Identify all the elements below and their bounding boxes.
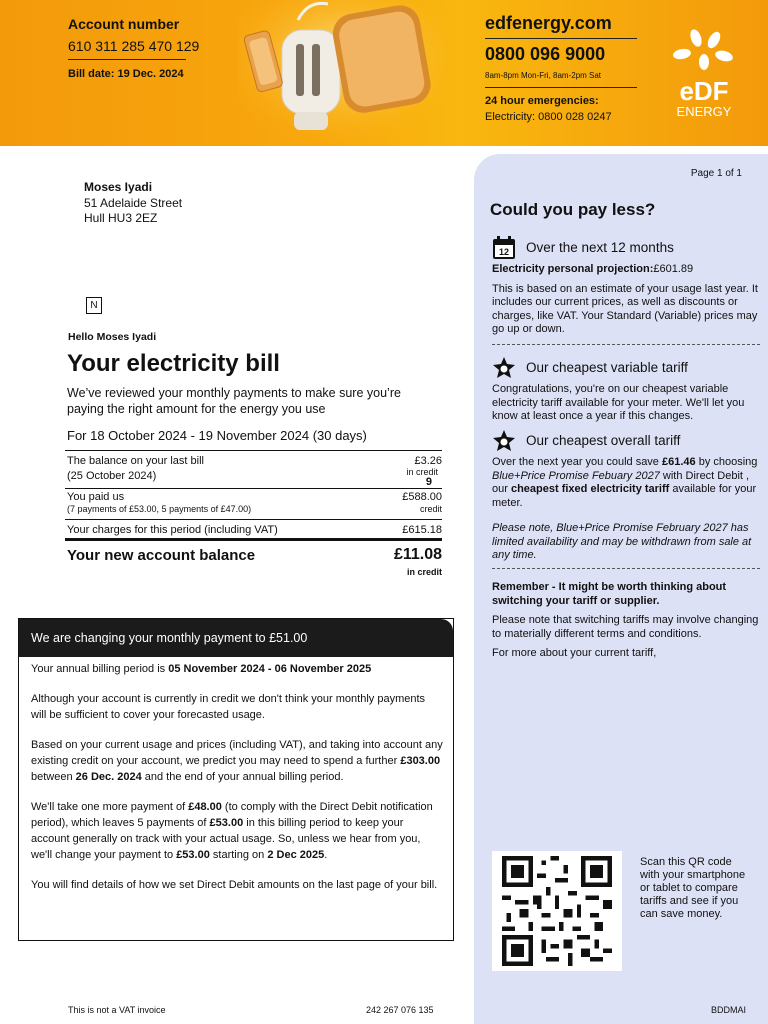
payment-change-banner: We are changing your monthly payment to £51.00 — [19, 619, 453, 657]
last-bill-date: (25 October 2024) — [67, 470, 157, 482]
divider — [68, 59, 186, 60]
overall-tariff-text: Over the next year you could save £61.46 by choosing Blue+Price Promise Febuary 2027 with Direct Debit , our cheapest fixed electricity tariff available for your meter. — [492, 456, 758, 509]
overall-tariff-section — [492, 429, 760, 563]
emergency-label: 24 hour emergencies: — [485, 95, 599, 107]
variable-tariff-title: Our cheapest variable tariff — [526, 360, 688, 376]
n-marker-box: N — [86, 297, 102, 314]
page-number: Page 1 of 1 — [690, 168, 742, 179]
forecast-paragraph: Based on your current usage and prices (including VAT), and taking into account any existing credit on your account, we predict you may need to spend a further £303.00 between 26 Dec. 2024 and the end of your annual billing period. — [31, 739, 443, 783]
qr-code-image — [500, 856, 614, 966]
credit-paragraph: Although your account is currently in credit we don't think your monthly payments will be sufficient to cover your forecasted usage. — [31, 693, 426, 721]
switching-heading: Remember - It might be worth thinking about switching your tariff or supplier. — [492, 581, 727, 607]
account-number-label: Account number — [68, 16, 180, 32]
paid-amount: £588.00 — [402, 491, 442, 503]
projection-title-row — [492, 236, 760, 260]
phone-number[interactable]: 0800 096 9000 — [485, 44, 606, 64]
tariff-availability-note: Please note, Blue+Price Promise February 2027 has limited availability and may be withdrawn from sale at any time. — [492, 522, 752, 561]
last-bill-note: in credit — [406, 467, 438, 477]
qr-code[interactable] — [492, 851, 622, 971]
last-bill-extra: 9 — [425, 476, 432, 488]
table-row — [65, 488, 442, 519]
tariff-info-link[interactable]: For more about your current tariff, — [492, 647, 657, 659]
opening-hours: 8am-8pm Mon-Fri, 8am-2pm Sat — [485, 71, 602, 80]
paid-detail: (7 payments of £53.00, 5 payments of £47.00) — [67, 504, 252, 514]
qr-code-caption: Scan this QR code with your smartphone or tablet to compare tariffs and see if you can save money. — [640, 856, 746, 920]
projection-value: £601.89 — [653, 263, 694, 275]
star-badge-icon — [492, 356, 516, 380]
divider — [485, 38, 637, 39]
svg-text:12: 12 — [498, 247, 510, 257]
greeting: Hello Moses Iyadi — [68, 331, 157, 343]
bill-summary-table — [65, 450, 442, 539]
reference-number: 242 267 076 135 — [366, 1005, 434, 1015]
projection-section — [492, 236, 760, 337]
bill-header — [0, 0, 768, 146]
paid-note: credit — [419, 504, 442, 514]
divider — [492, 568, 760, 569]
overall-tariff-title-row — [492, 429, 760, 453]
vat-notice: This is not a VAT invoice — [68, 1005, 166, 1015]
variable-tariff-section — [492, 356, 760, 424]
new-balance-label: Your new account balance — [67, 547, 256, 564]
new-balance — [65, 538, 442, 577]
logo-subtext: ENERGY — [676, 104, 732, 119]
panel-heading: Could you pay less? — [490, 200, 656, 219]
projection-line: Electricity personal projection:£601.89 — [492, 263, 694, 275]
calendar-icon — [492, 236, 516, 260]
website-link[interactable]: edfenergy.com — [485, 13, 612, 33]
page-title: Your electricity bill — [67, 350, 280, 377]
divider — [485, 87, 637, 88]
details-paragraph: You will find details of how we set Direct Debit amounts on the last page of your bill. — [31, 879, 438, 891]
variable-tariff-title-row — [492, 356, 760, 380]
toaster-image — [238, 0, 448, 146]
logo-text: eDF — [679, 76, 729, 106]
divider — [492, 344, 760, 345]
paid-label: You paid us — [67, 491, 125, 503]
switching-text: Please note that switching tariffs may involve changing to materially different terms and conditions. — [492, 614, 759, 640]
last-bill-amount: £3.26 — [414, 455, 442, 467]
charges-amount: £615.18 — [402, 524, 442, 536]
emergency-number[interactable]: Electricity: 0800 028 0247 — [485, 111, 612, 123]
projection-text: This is based on an estimate of your usage last year. It includes our current prices, as well as discounts or charges, like VAT. Your Standard (Variable) prices may go up or down. — [492, 282, 758, 335]
bill-date: Bill date: 19 Dec. 2024 — [68, 68, 184, 80]
payment-change-box — [18, 618, 454, 941]
edf-logo — [668, 26, 740, 122]
table-row — [65, 519, 442, 539]
payment-paragraph: We'll take one more payment of £48.00 (to comply with the Direct Debit notification period), which leaves 5 payments of £53.00 in this billing period to keep your account generally on track with your actual usage. So, unless we hear from you, we'll change your payment to £53.00 starting on 2 Dec 2025. — [31, 801, 433, 861]
variable-tariff-text: Congratulations, you're on our cheapest variable electricity tariff available for your meter. We'll let you know at least once a year if this changes. — [492, 383, 745, 422]
intro-text: We’ve reviewed your monthly payments to make sure you’re paying the right amount for the energy you use — [67, 386, 401, 416]
star-badge-icon — [492, 429, 516, 453]
address-line-2: Hull HU3 2EZ — [84, 211, 158, 225]
new-balance-amount: £11.08 — [393, 546, 442, 563]
document-code: BDDMAI — [710, 1005, 746, 1015]
pay-less-panel — [474, 154, 768, 1024]
new-balance-note: in credit — [406, 567, 442, 577]
charges-label: Your charges for this period (including VAT) — [67, 524, 278, 536]
table-row — [65, 450, 442, 488]
projection-title: Over the next 12 months — [526, 240, 674, 256]
customer-address — [84, 180, 182, 227]
account-info — [68, 16, 199, 80]
account-number: 610 311 285 470 129 — [68, 38, 200, 54]
last-bill-label: The balance on your last bill — [67, 455, 204, 467]
billing-period: For 18 October 2024 - 19 November 2024 (30 days) — [67, 428, 367, 443]
contact-info — [485, 13, 637, 123]
customer-name: Moses Iyadi — [84, 180, 153, 194]
overall-tariff-title: Our cheapest overall tariff — [526, 433, 681, 449]
payment-change-body — [19, 657, 453, 893]
address-line-1: 51 Adelaide Street — [84, 195, 183, 210]
switching-section — [492, 581, 760, 661]
billing-period-paragraph: Your annual billing period is 05 November 2024 - 06 November 2025 — [31, 663, 372, 675]
